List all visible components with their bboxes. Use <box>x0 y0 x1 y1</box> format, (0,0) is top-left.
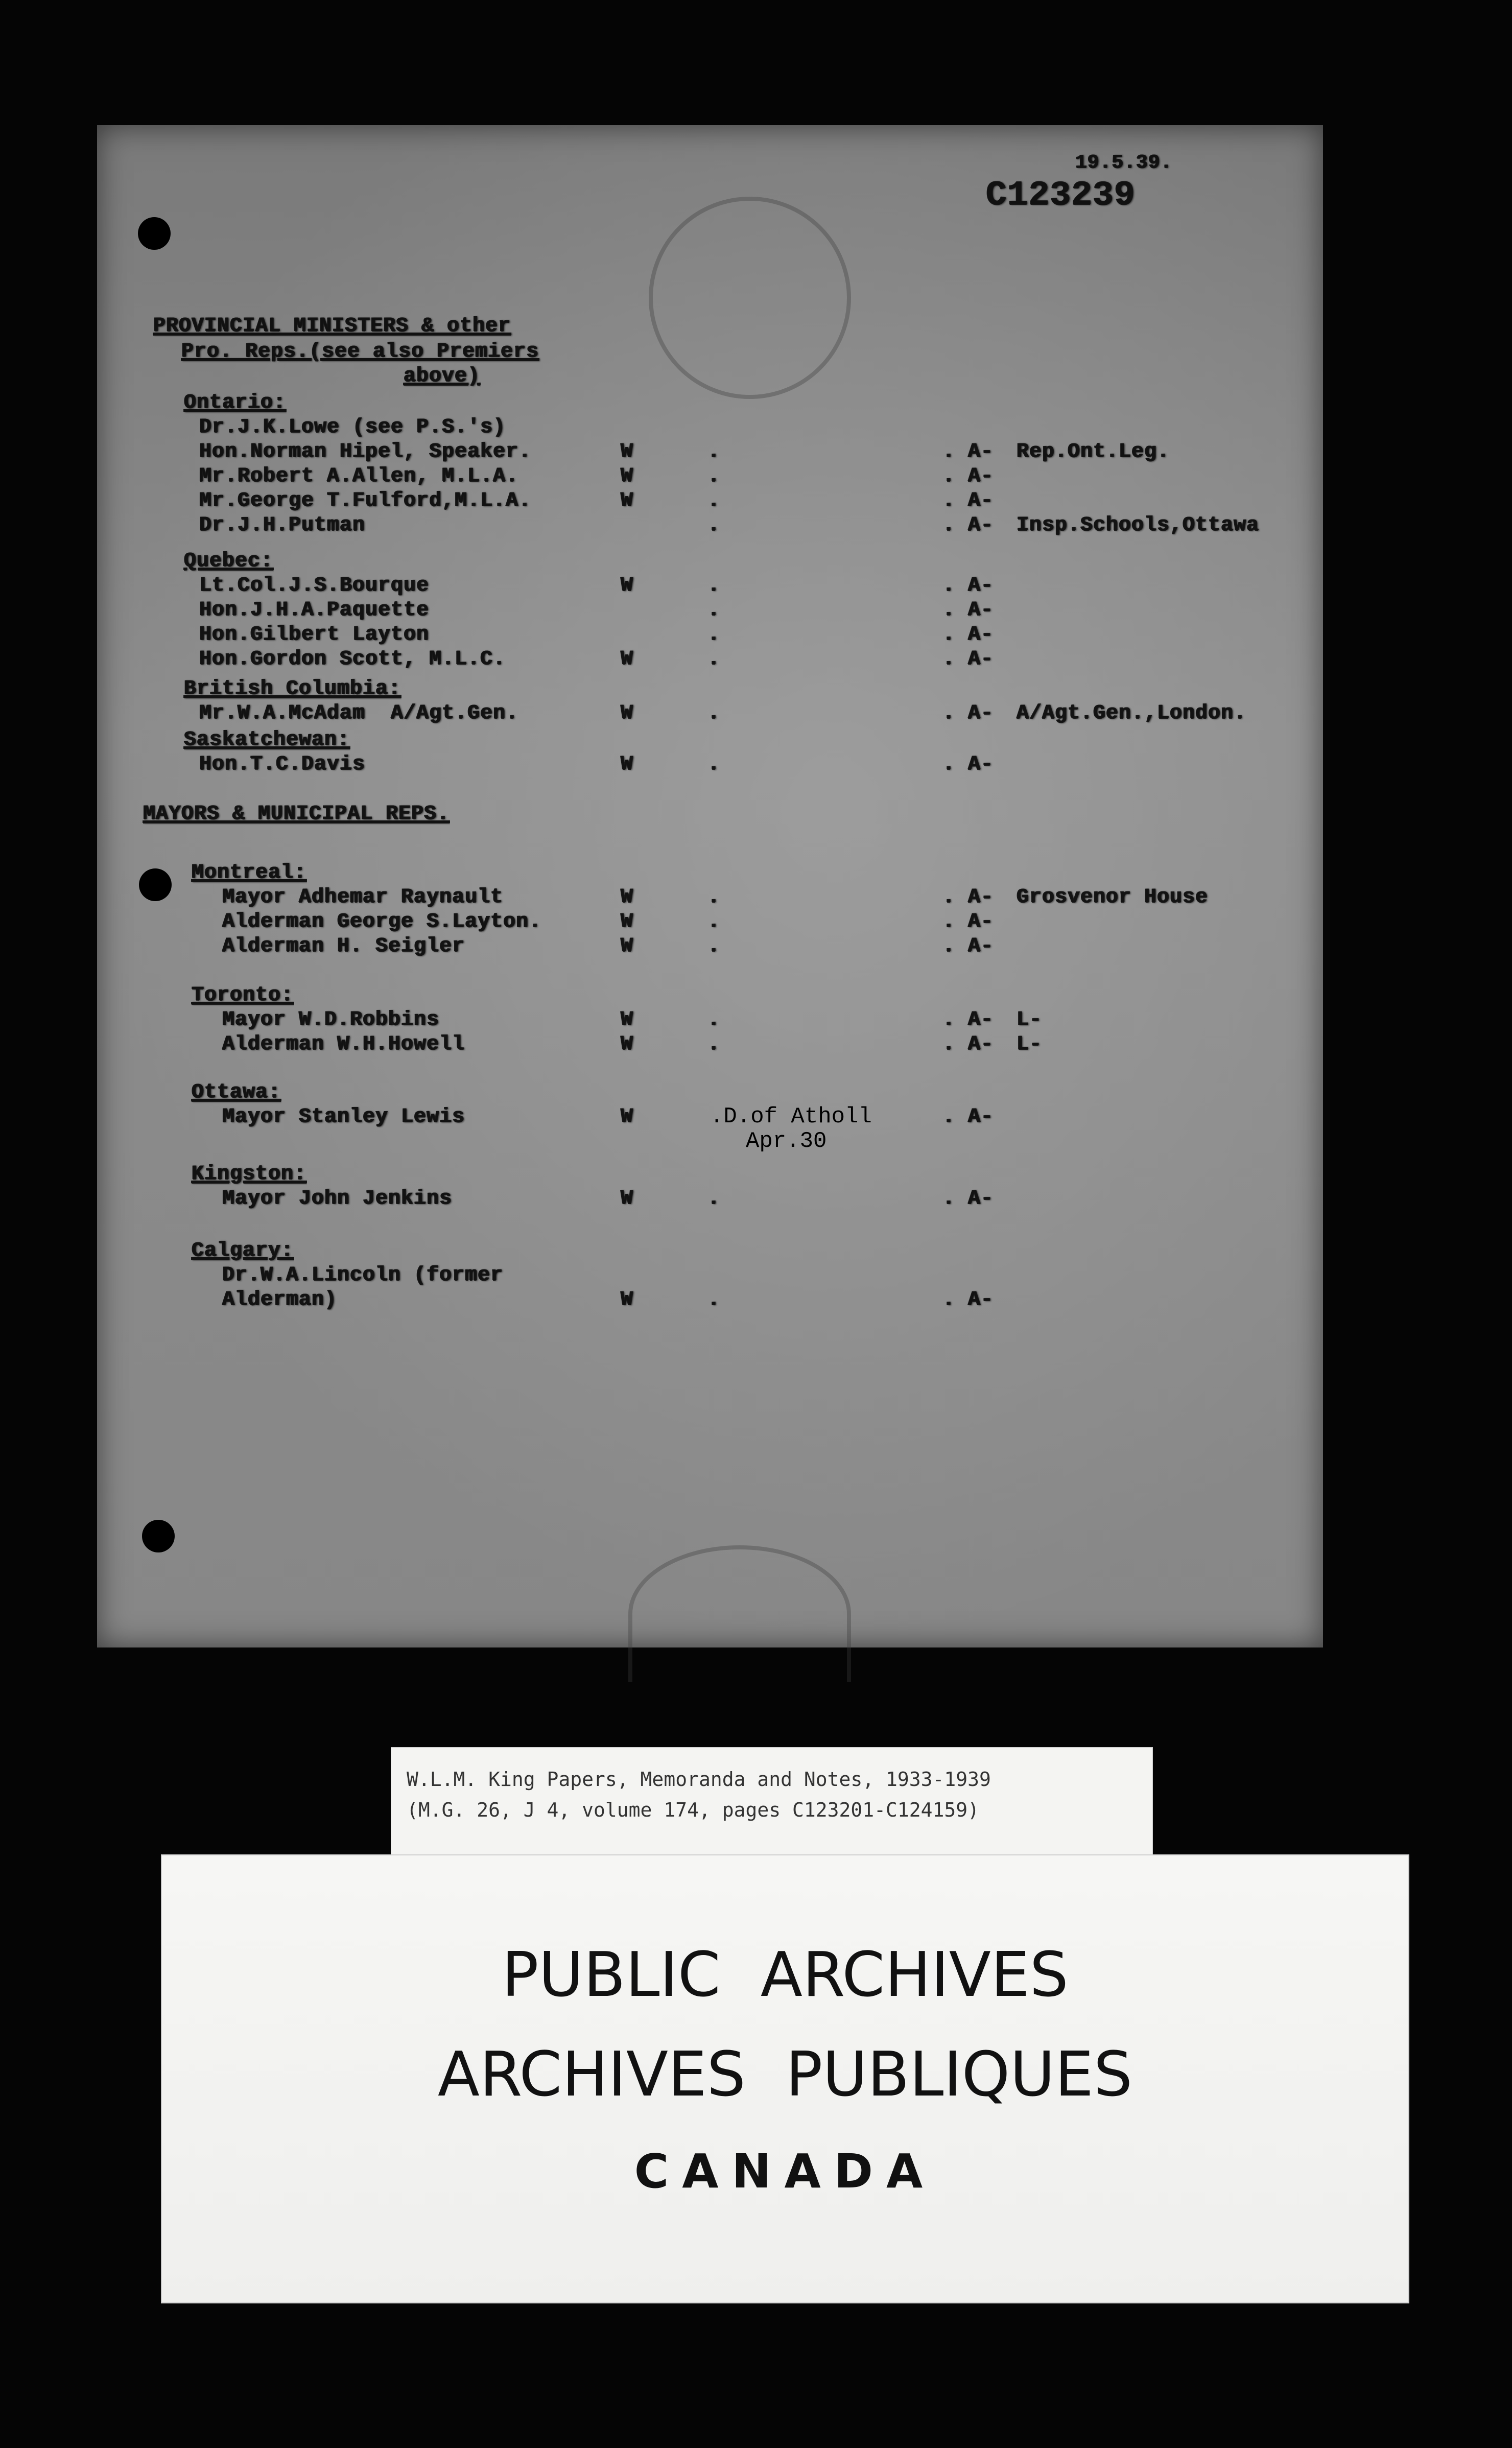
row-dot: . <box>707 1288 721 1311</box>
row-note: L- <box>1017 1033 1043 1056</box>
row-name: Mr.Robert A.Allen, M.L.A. <box>199 465 519 488</box>
row-name: Mr.George T.Fulford,M.L.A. <box>199 489 532 512</box>
reference-number: C123239 <box>986 176 1136 215</box>
punch-hole-bottom <box>142 1520 175 1552</box>
label-line-1: W.L.M. King Papers, Memoranda and Notes, 1933-1939 <box>407 1768 991 1791</box>
row-mark: W <box>621 1288 634 1311</box>
row-name: Alderman H. Seigler <box>222 935 465 958</box>
row-status: . A- <box>942 1187 994 1210</box>
card-line-public-archives: PUBLIC ARCHIVES <box>502 1940 1069 2011</box>
row-mark: W <box>621 1187 634 1210</box>
archive-stamp-bottom <box>628 1545 851 1682</box>
row-dot: . <box>707 935 721 958</box>
heading-mayors: MAYORS & MUNICIPAL REPS. <box>143 803 450 826</box>
row-dot: . <box>707 489 721 512</box>
label-line-2: (M.G. 26, J 4, volume 174, pages C123201-C124159) <box>407 1799 980 1821</box>
collection-label <box>391 1747 1153 1858</box>
row-dot: . <box>707 910 721 933</box>
row-status: . A- <box>942 886 994 909</box>
section-label: British Columbia: <box>184 677 401 700</box>
row-name: Alderman George S.Layton. <box>222 910 542 933</box>
row-status: . A- <box>942 1105 994 1128</box>
row-name: Mayor W.D.Robbins <box>222 1008 440 1031</box>
row-mark: W <box>621 465 634 488</box>
row-name: Hon.Norman Hipel, Speaker. <box>199 440 532 463</box>
row-name: Mayor Stanley Lewis <box>222 1105 465 1128</box>
row-name: Mr.W.A.McAdam A/Agt.Gen. <box>199 702 519 725</box>
scanned-document-page <box>97 125 1323 1647</box>
row-name: Dr.J.K.Lowe (see P.S.'s) <box>199 416 506 439</box>
row-dot: . <box>707 1033 721 1056</box>
row-mark: W <box>621 935 634 958</box>
row-name: Hon.J.H.A.Paquette <box>199 599 430 622</box>
section-label: Montreal: <box>192 861 307 884</box>
row-note: Insp.Schools,Ottawa <box>1017 514 1260 537</box>
card-line-canada: CANADA <box>634 2144 936 2199</box>
row-status: . A- <box>942 702 994 725</box>
row-name: Alderman W.H.Howell <box>222 1033 465 1056</box>
top-right-date: 19.5.39. <box>1075 152 1173 174</box>
row-mark: W <box>621 489 634 512</box>
row-name: Mayor John Jenkins <box>222 1187 453 1210</box>
row-dot: . <box>707 648 721 671</box>
row-status: . A- <box>942 623 994 646</box>
row-name: Lt.Col.J.S.Bourque <box>199 574 430 597</box>
section-label: Ontario: <box>184 391 287 414</box>
row-status: . A- <box>942 1288 994 1311</box>
row-status: . A- <box>942 910 994 933</box>
row-dot: . <box>707 599 721 622</box>
heading-provincial-ministers: PROVINCIAL MINISTERS & other <box>153 315 511 338</box>
row-status: . A- <box>942 465 994 488</box>
row-status: . A- <box>942 574 994 597</box>
row-note: L- <box>1017 1008 1043 1031</box>
heading-pro-reps: Pro. Reps.(see also Premiers <box>181 340 539 363</box>
row-mark: W <box>621 753 634 776</box>
row-status: . A- <box>942 514 994 537</box>
row-dot: . <box>707 1187 721 1210</box>
row-mark: W <box>621 574 634 597</box>
row-mark: W <box>621 702 634 725</box>
row-status: . A- <box>942 1008 994 1031</box>
row-dot: . <box>707 440 721 463</box>
archive-stamp-top <box>649 197 851 399</box>
row-status: . A- <box>942 1033 994 1056</box>
row-name: Hon.Gilbert Layton <box>199 623 430 646</box>
row-name: Mayor Adhemar Raynault <box>222 886 504 909</box>
row-mark: W <box>621 910 634 933</box>
row-dot: . <box>707 1008 721 1031</box>
section-label: Toronto: <box>192 984 294 1007</box>
row-dot: . <box>707 702 721 725</box>
punch-hole-middle <box>139 868 172 901</box>
section-label: Calgary: <box>192 1239 294 1262</box>
ottawa-ship-name: .D.of Atholl <box>710 1104 872 1129</box>
row-status: . A- <box>942 599 994 622</box>
row-status: . A- <box>942 753 994 776</box>
row-dot: . <box>707 514 721 537</box>
section-label: Ottawa: <box>192 1081 281 1104</box>
card-line-archives-publiques: ARCHIVES PUBLIQUES <box>437 2039 1133 2110</box>
row-status: . A- <box>942 440 994 463</box>
heading-above: above) <box>404 365 481 388</box>
row-name: Alderman) <box>222 1288 338 1311</box>
row-dot: . <box>707 623 721 646</box>
row-mark: W <box>621 1008 634 1031</box>
row-name: Dr.J.H.Putman <box>199 514 366 537</box>
row-name: Hon.Gordon Scott, M.L.C. <box>199 648 506 671</box>
row-status: . A- <box>942 648 994 671</box>
row-mark: W <box>621 1105 634 1128</box>
row-status: . A- <box>942 489 994 512</box>
row-dot: . <box>707 574 721 597</box>
row-status: . A- <box>942 935 994 958</box>
row-note: Rep.Ont.Leg. <box>1017 440 1170 463</box>
row-mark: W <box>621 440 634 463</box>
row-name: Dr.W.A.Lincoln (former <box>222 1264 504 1287</box>
row-note: Grosvenor House <box>1017 886 1209 909</box>
punch-hole-top <box>138 217 171 250</box>
row-mark: W <box>621 886 634 909</box>
section-label: Quebec: <box>184 550 274 573</box>
ottawa-sailing-date: Apr.30 <box>746 1128 827 1154</box>
section-label: Kingston: <box>192 1163 307 1186</box>
row-dot: . <box>707 753 721 776</box>
section-label: Saskatchewan: <box>184 728 350 751</box>
row-mark: W <box>621 648 634 671</box>
row-mark: W <box>621 1033 634 1056</box>
row-note: A/Agt.Gen.,London. <box>1017 702 1247 725</box>
row-name: Hon.T.C.Davis <box>199 753 366 776</box>
row-dot: . <box>707 886 721 909</box>
archive-card <box>161 1854 1409 2303</box>
row-dot: . <box>707 465 721 488</box>
